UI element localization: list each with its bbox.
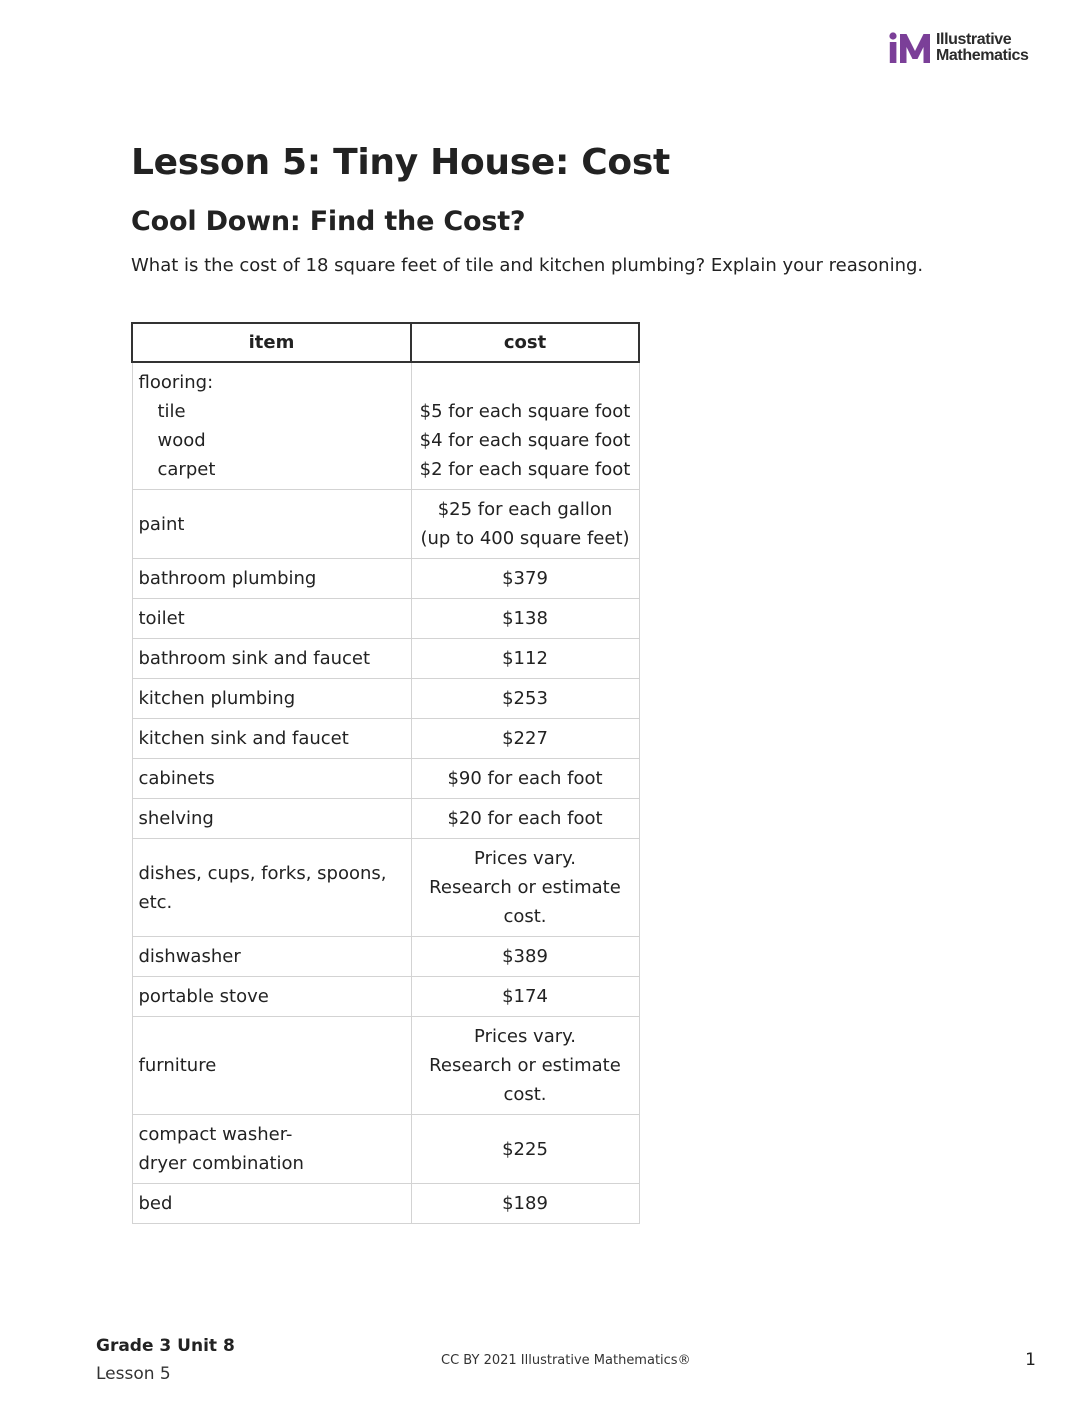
flooring-label: flooring: [138,372,214,393]
cost-line: Research or estimate [429,877,621,898]
table-row-paint [132,490,639,559]
flooring-sub-item: wood [157,430,206,451]
cost-cell [411,362,639,490]
lesson-title: Lesson 5: Tiny House: Cost [131,142,670,183]
table-header-row [132,323,639,362]
cost-line: cost. [503,906,547,927]
cost-line: $25 for each gallon [437,499,613,520]
table-row [132,719,639,759]
illustrative-mathematics-logo [889,32,1029,64]
cost-cell: $189 [411,1184,639,1224]
cost-cell [411,490,639,559]
spacer [414,368,637,397]
cost-line: Prices vary. [474,848,576,869]
header-cost: cost [411,323,639,362]
table-row-dishes [132,839,639,937]
logo-line-2: Mathematics [936,47,1029,64]
footer-copyright: CC BY 2021 Illustrative Mathematics® [441,1353,691,1368]
cost-cell: $225 [411,1115,639,1184]
item-cell: kitchen sink and faucet [132,719,411,759]
cost-cell [411,839,639,937]
cost-line: cost. [503,1084,547,1105]
table-row [132,759,639,799]
cost-line: (up to 400 square feet) [420,528,630,549]
table-row [132,599,639,639]
logo-line-1: Illustrative [936,31,1012,48]
table-row [132,639,639,679]
table-row [132,937,639,977]
table-row [132,679,639,719]
flooring-sub-item: carpet [157,459,216,480]
cost-cell: $389 [411,937,639,977]
item-line: dishes, cups, forks, spoons, [138,862,387,884]
cost-cell: $227 [411,719,639,759]
footer-grade-unit: Grade 3 Unit 8 [96,1336,235,1356]
cost-cell: $379 [411,559,639,599]
item-line: dryer combination [138,1153,304,1174]
item-cell: bathroom sink and faucet [132,639,411,679]
table-row-washer [132,1115,639,1184]
footer-lesson: Lesson 5 [96,1364,171,1384]
item-cell [132,1115,411,1184]
item-cell [132,362,411,490]
cost-cell: $253 [411,679,639,719]
item-cell: cabinets [132,759,411,799]
item-line: compact washer- [138,1124,293,1145]
logo-wordmark [936,32,1029,64]
item-cell: portable stove [132,977,411,1017]
question-text: What is the cost of 18 square feet of tile and kitchen plumbing? Explain your reasoning. [131,255,924,276]
table-row [132,559,639,599]
item-line: etc. [138,891,173,913]
table-row [132,799,639,839]
cost-line: Research or estimate [429,1055,621,1076]
flooring-sub-item: tile [157,401,186,422]
cost-line: Prices vary. [474,1026,576,1047]
cool-down-title: Cool Down: Find the Cost? [131,206,526,237]
item-cell [132,839,411,937]
item-cell: toilet [132,599,411,639]
item-cell: bed [132,1184,411,1224]
item-cell: shelving [132,799,411,839]
flooring-sub-cost: $4 for each square foot [419,430,631,451]
cost-cell [411,1017,639,1115]
item-cell: dishwasher [132,937,411,977]
cost-table [131,322,640,1224]
cost-cell: $20 for each foot [411,799,639,839]
cost-cell: $138 [411,599,639,639]
cost-cell: $174 [411,977,639,1017]
table-row-flooring [132,362,639,490]
table-row [132,977,639,1017]
item-cell: kitchen plumbing [132,679,411,719]
im-logo-icon [889,32,930,64]
item-cell: furniture [132,1017,411,1115]
cost-cell: $112 [411,639,639,679]
item-cell: bathroom plumbing [132,559,411,599]
cost-cell: $90 for each foot [411,759,639,799]
table-row-furniture [132,1017,639,1115]
page-number: 1 [1025,1350,1036,1370]
item-cell: paint [132,490,411,559]
flooring-sub-cost: $5 for each square foot [419,401,631,422]
flooring-sub-cost: $2 for each square foot [419,459,631,480]
header-item: item [132,323,411,362]
table-row-bed [132,1184,639,1224]
